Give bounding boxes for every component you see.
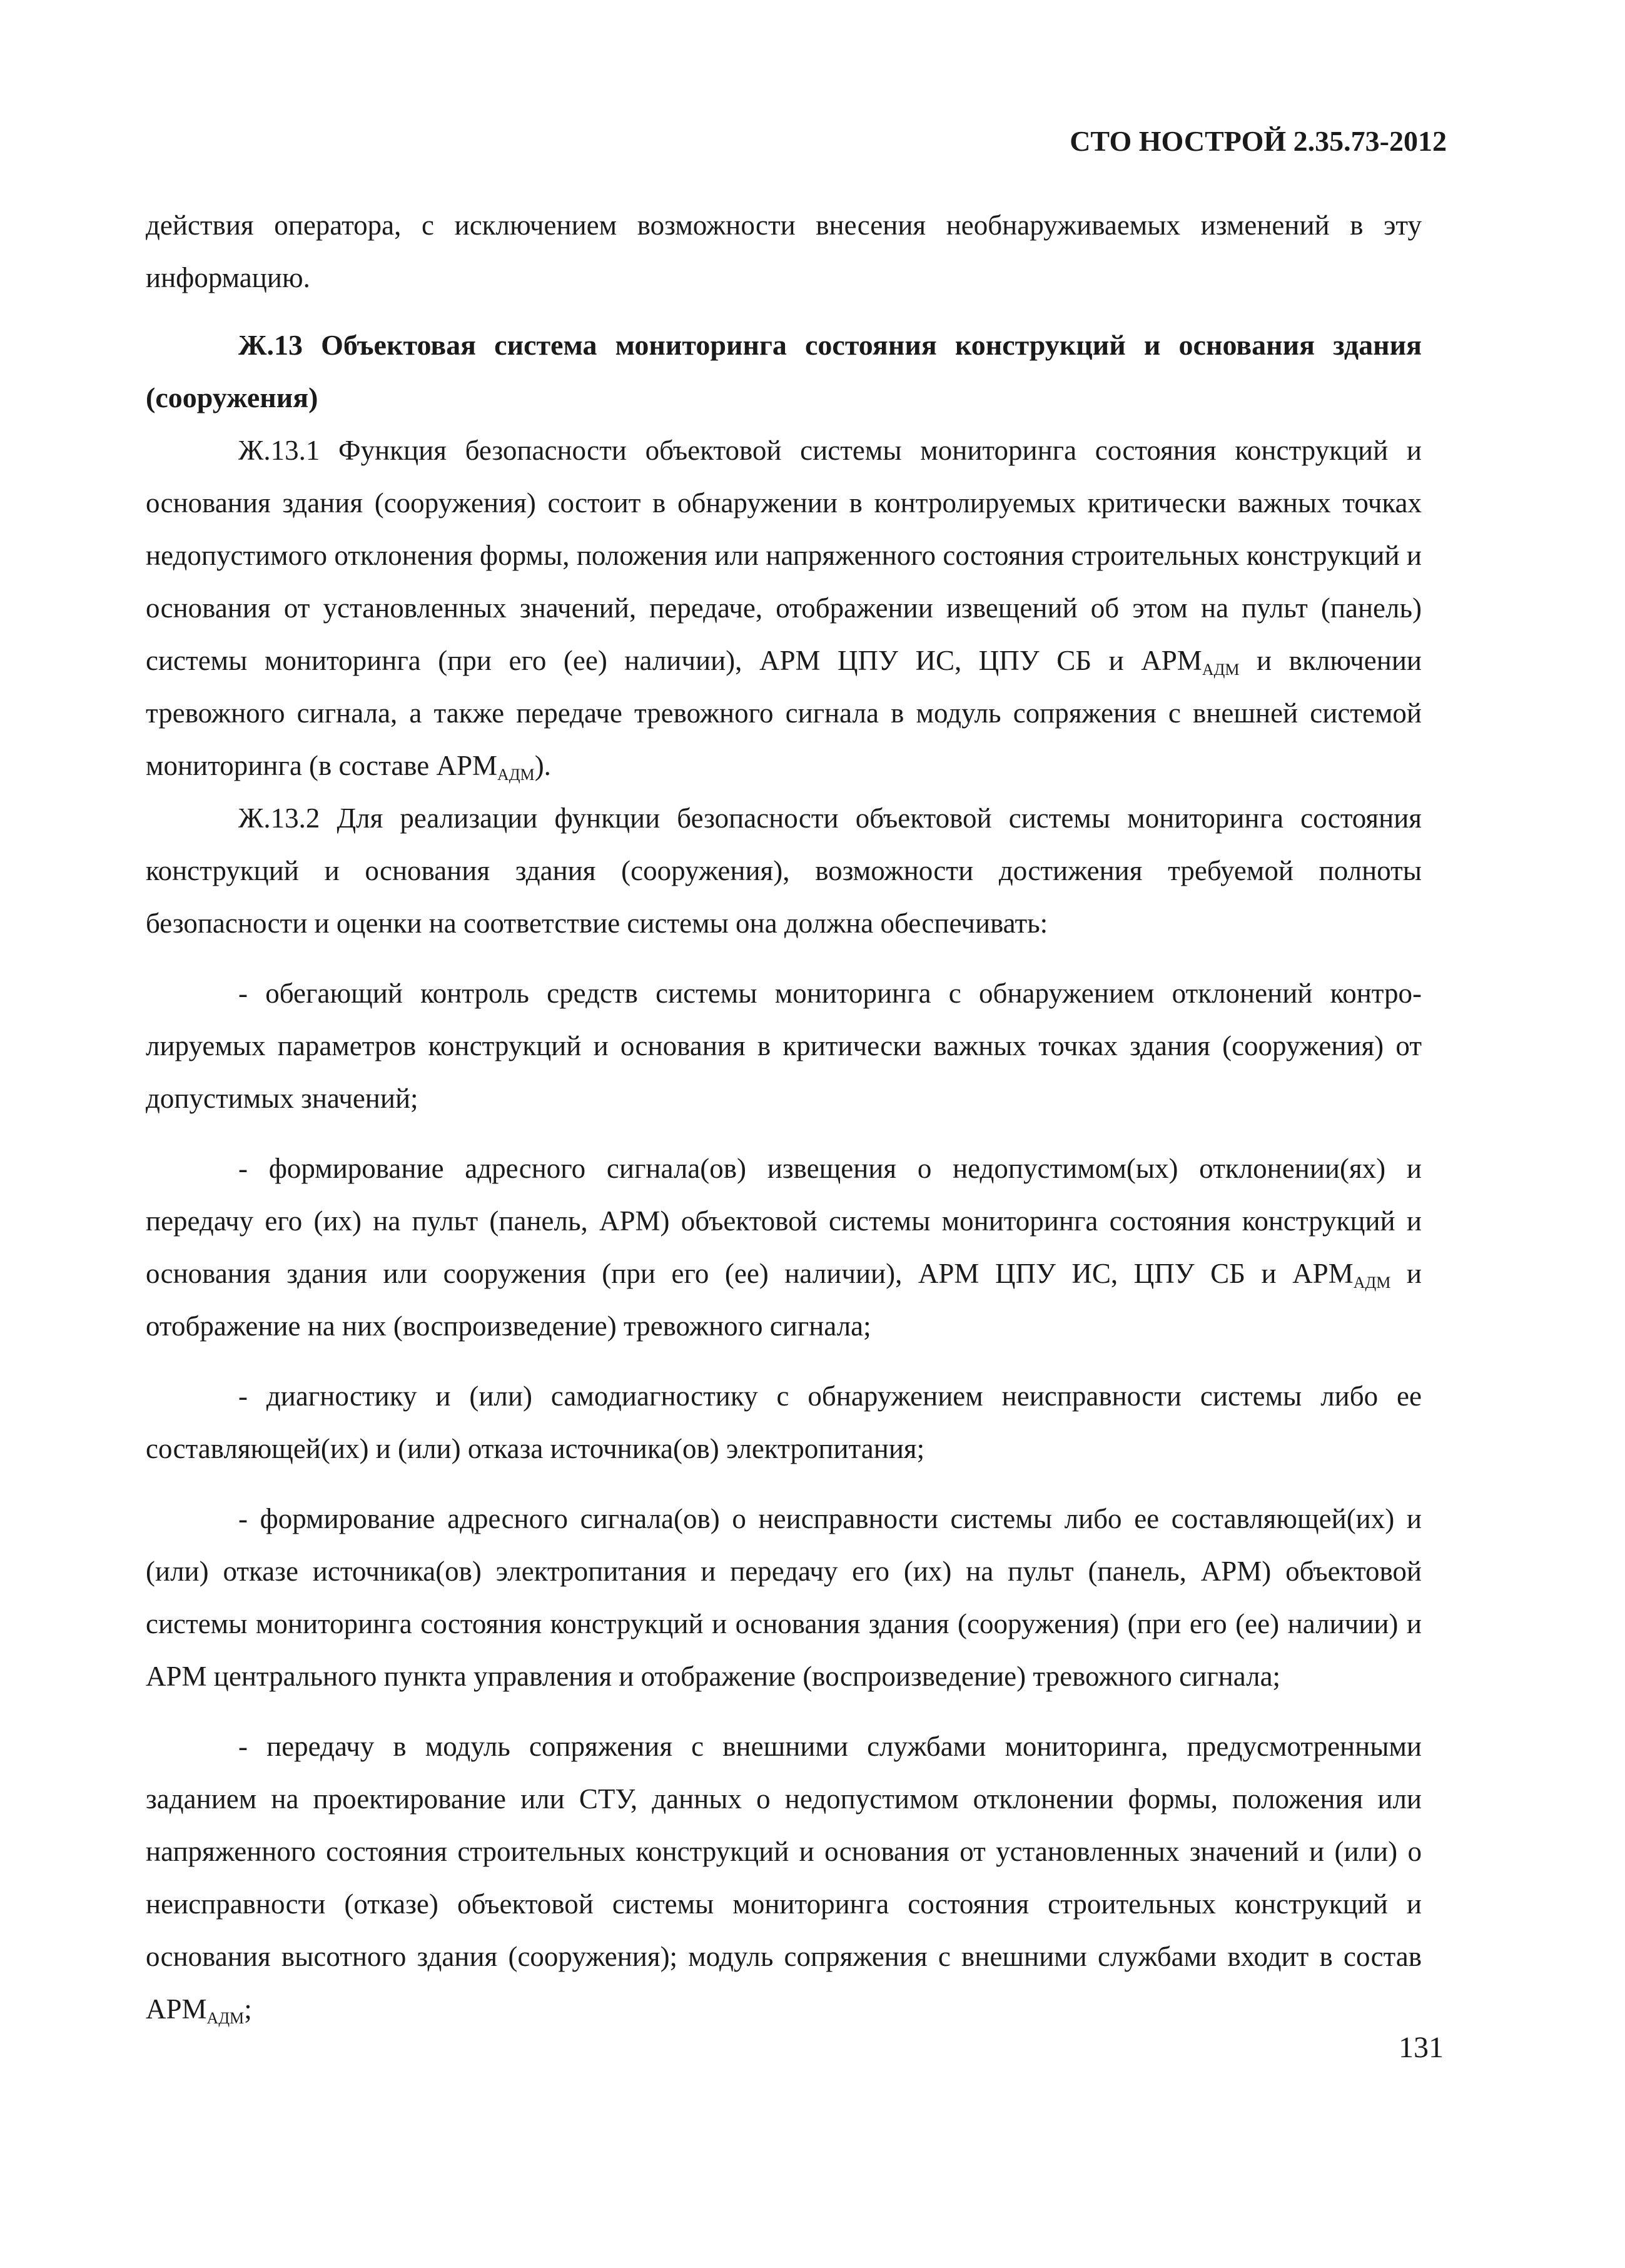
subscript-adm: АДМ — [1202, 661, 1240, 679]
list-item-5-text-b: ; — [244, 1993, 252, 2025]
list-item: - диагностику и (или) самодиагностику с обнаружением неисправности системы либо ее составляющей(их) и (или) отказа источника(ов) электропитания; — [146, 1380, 1422, 1464]
list-item: - обегающий контроль средств системы мониторинга с обнаружением отклонений контролируемых параметров конструкций и основания в критически важных точках здания (сооружения) от допустимых значений; — [146, 978, 1422, 1114]
document-code-header: СТО НОСТРОЙ 2.35.73-2012 — [1070, 125, 1447, 157]
section-heading: Ж.13 Объектовая система мониторинга состояния конструкций и основания здания (сооружения) — [146, 329, 1422, 413]
clause-paragraph-2: Ж.13.2 Для реализации функции безопасности объектовой системы мониторинга состояния конструкций и основания здания (сооружения), возможности достижения требуемой полноты безопасности и оценки на соответствие системы она должна обеспечивать: — [146, 802, 1422, 939]
clause-1-text-a: Ж.13.1 Функция безопасности объектовой системы мониторинга состояния конструкций и основания здания (сооружения) состоит в обнаружении в контролируемых критически важных точках недопустимого отклонения формы, положения или напряженного состояния строительных конструкций и основания от установленных значений, передаче, отображении извещений об этом на пульт (панель) системы мониторинга (при его (ее) наличии), АРМ ЦПУ ИС, ЦПУ СБ и АРМ — [146, 435, 1422, 676]
list-item-2-text-a: - формирование адресного сигнала(ов) извещения о недопустимом(ых) отклонении(ях) и передачу его (их) на пульт (панель, АРМ) объектовой системы мониторинга состояния конструкций и основания здания или сооружения (при его (ее) наличии), АРМ ЦПУ ИС, ЦПУ СБ и АРМ — [146, 1153, 1422, 1289]
list-item-5-text-a: - передачу в модуль сопряжения с внешними службами мониторинга, предусмотренными заданием на проектирование или СТУ, данных о недопустимом отклонении формы, положения или напряженного состояния строительных конструкций и основания от установленных значений и (или) о неисправности (отказе) объектовой системы мониторинга состояния строительных конструкций и основания высотного здания (сооружения); модуль сопряжения с внешними службами входит в состав АРМ — [146, 1731, 1422, 2025]
subscript-adm: АДМ — [497, 766, 535, 784]
list-item: - формирование адресного сигнала(ов) о неисправности системы либо ее составляющей(их) и (или) отказе источника(ов) электропитания и передачу его (их) на пульт (панель, АРМ) объектовой системы мониторинга состояния конструкций и основания здания (сооружения) (при его (ее) наличии) и АРМ центрального пункта управления и отображение (воспроизведение) тревожного сигнала; — [146, 1503, 1422, 1692]
list-item — [146, 1720, 1422, 2035]
page-number: 131 — [1399, 2031, 1444, 2064]
clause-paragraph-1 — [146, 424, 1422, 792]
subscript-adm: АДМ — [1353, 1273, 1391, 1292]
continuation-paragraph: действия оператора, с исключением возможности внесения необнаруживаемых изменений в эту информацию. — [146, 210, 1422, 293]
list-item-2-text-b: и отображение на них (воспроизведение) тревожного сигнала; — [146, 1258, 1422, 1342]
page-body — [146, 199, 1422, 2035]
clause-1-text-b: и включении тревожного сигнала, а также передаче тревожного сигнала в модуль сопряжения с внешней системой мониторинга (в составе АРМ — [146, 645, 1422, 781]
subscript-adm: АДМ — [206, 2009, 245, 2027]
list-item — [146, 1142, 1422, 1352]
clause-1-text-c: ). — [534, 750, 551, 781]
